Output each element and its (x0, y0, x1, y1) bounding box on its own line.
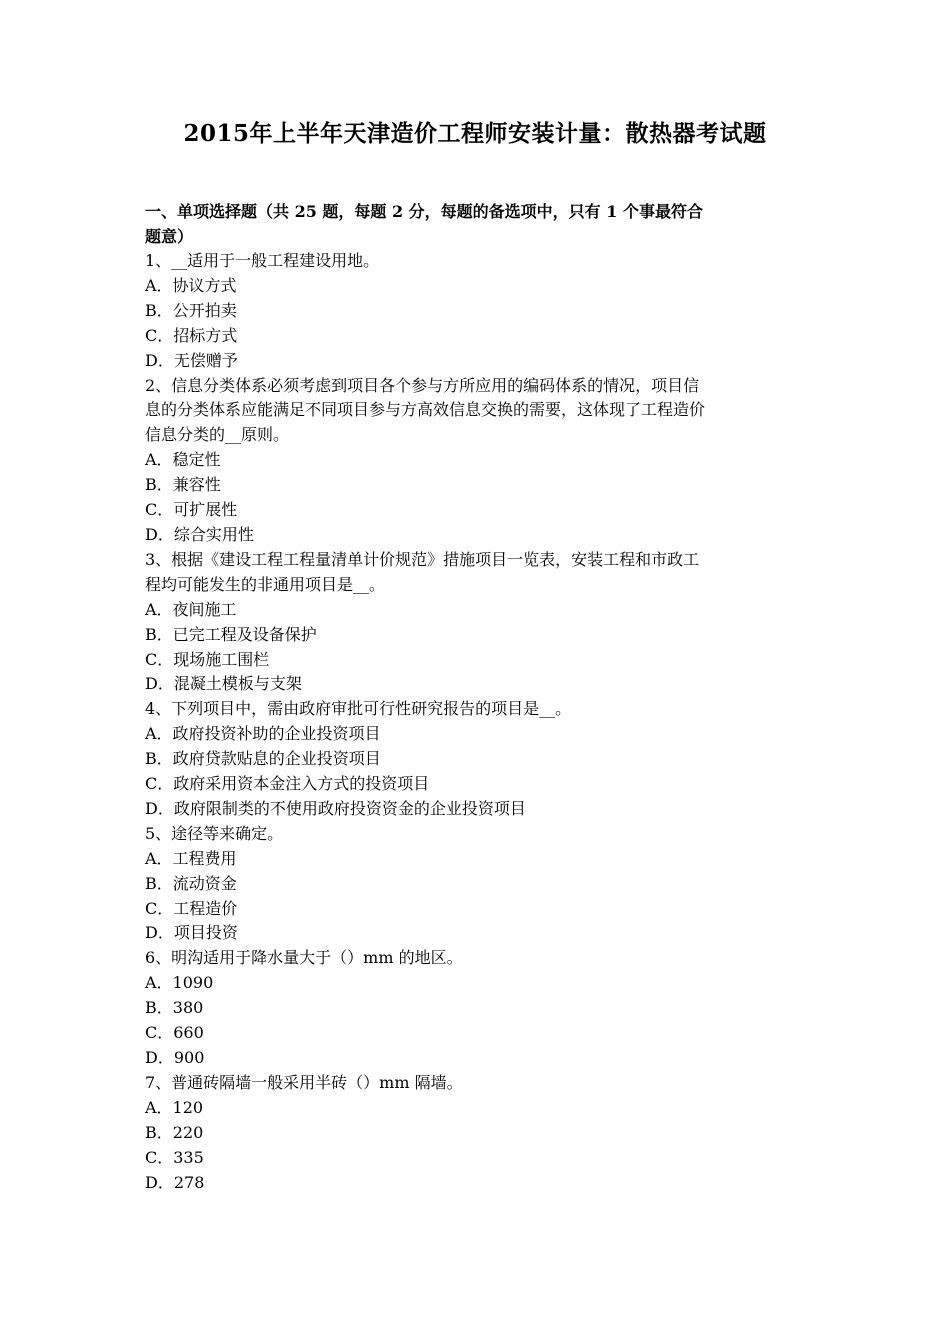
answer-option: D．政府限制类的不使用政府投资资金的企业投资项目 (145, 798, 526, 818)
answer-option: C．可扩展性 (145, 500, 238, 520)
answer-option: A．政府投资补助的企业投资项目 (145, 724, 381, 744)
question-text-line: 信息分类的__原则。 (145, 425, 290, 445)
answer-option: C．660 (145, 1023, 204, 1043)
document-body (145, 199, 810, 1195)
answer-option: A．120 (145, 1097, 204, 1117)
question-list (145, 249, 810, 1195)
answer-option: D．278 (145, 1172, 205, 1192)
question-text-line: 7、普通砖隔墙一般采用半砖（）mm 隔墙。 (145, 1072, 463, 1092)
answer-option: A．夜间施工 (145, 599, 237, 619)
answer-option: A．1090 (145, 973, 214, 993)
question-text-line: 息的分类体系应能满足不同项目参与方高效信息交换的需要，这体现了工程造价 (145, 400, 706, 420)
section-heading-line-2: 题意） (145, 227, 194, 246)
question-text-line: 1、__适用于一般工程建设用地。 (145, 251, 380, 270)
answer-option: C．政府采用资本金注入方式的投资项目 (145, 774, 430, 794)
answer-option: A．稳定性 (145, 450, 221, 470)
answer-option: D．混凝土模板与支架 (145, 674, 302, 694)
answer-option: B．公开拍卖 (145, 300, 237, 320)
question-1 (145, 249, 810, 374)
answer-option: D．项目投资 (145, 923, 238, 943)
question-4 (145, 697, 810, 822)
answer-option: A．协议方式 (145, 275, 237, 295)
answer-option: D．无偿赠予 (145, 350, 238, 370)
question-text-line: 3、根据《建设工程工程量清单计价规范》措施项目一览表，安装工程和市政工 (145, 549, 700, 569)
question-text-line: 程均可能发生的非通用项目是__。 (145, 574, 386, 594)
page-title: 2015年上半年天津造价工程师安装计量：散热器考试题 (183, 120, 767, 147)
answer-option: C．现场施工围栏 (145, 649, 270, 669)
answer-option: B．流动资金 (145, 873, 237, 893)
question-text-line: 4、下列项目中，需由政府审批可行性研究报告的项目是__。 (145, 699, 572, 719)
question-text-line: 5、途径等来确定。 (145, 823, 284, 843)
answer-option: D．综合实用性 (145, 524, 254, 544)
question-5 (145, 822, 810, 947)
answer-option: B．220 (145, 1122, 204, 1142)
question-6 (145, 946, 810, 1071)
question-text-line: 2、信息分类体系必须考虑到项目各个参与方所应用的编码体系的情况，项目信 (145, 375, 700, 395)
section-heading-line-1: 一、单项选择题（共 25 题，每题 2 分，每题的备选项中，只有 1 个事最符合 (145, 202, 703, 221)
answer-option: B．政府贷款贴息的企业投资项目 (145, 749, 381, 769)
answer-option: B．兼容性 (145, 475, 221, 495)
question-text-line: 6、明沟适用于降水量大于（）mm 的地区。 (145, 948, 463, 968)
answer-option: A．工程费用 (145, 848, 237, 868)
question-3 (145, 548, 810, 697)
answer-option: C．335 (145, 1147, 204, 1167)
answer-option: C．招标方式 (145, 325, 238, 345)
question-2 (145, 374, 810, 548)
question-7 (145, 1071, 810, 1196)
answer-option: C．工程造价 (145, 898, 238, 918)
answer-option: D．900 (145, 1048, 205, 1067)
answer-option: B．380 (145, 998, 204, 1018)
answer-option: B．已完工程及设备保护 (145, 624, 317, 644)
